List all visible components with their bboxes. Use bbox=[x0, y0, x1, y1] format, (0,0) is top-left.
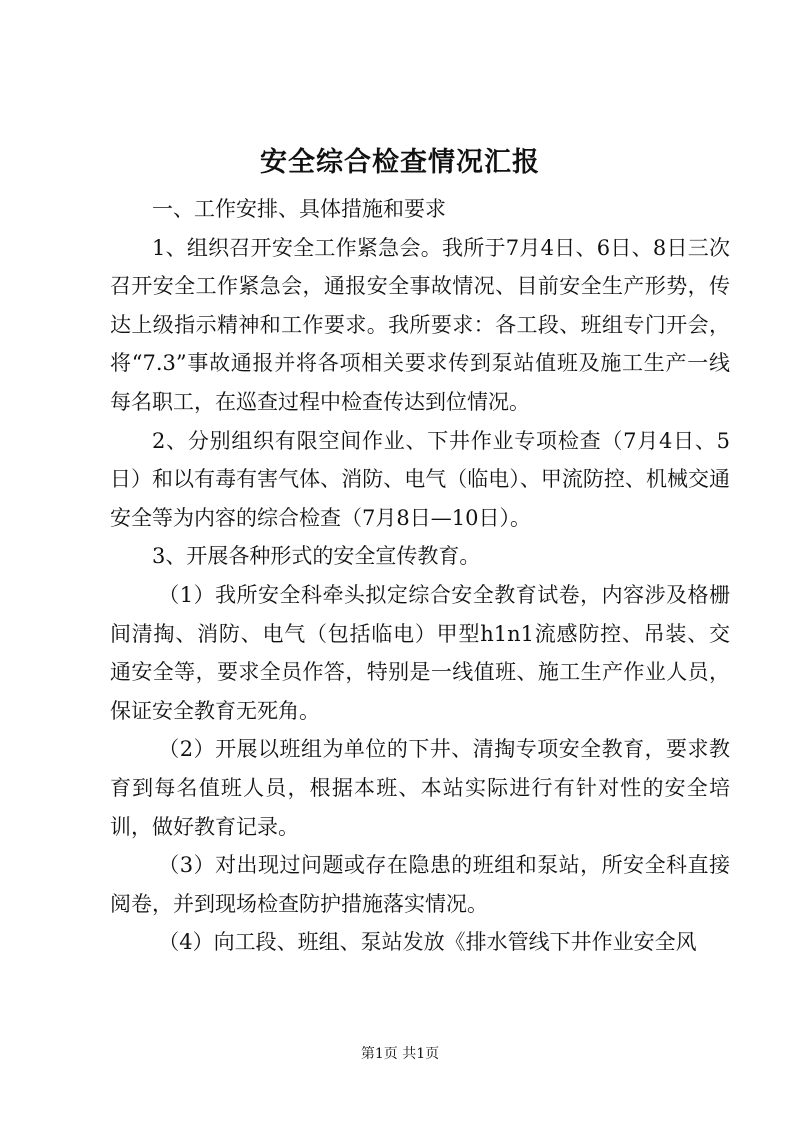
section-heading: 一、工作安排、具体措施和要求 bbox=[152, 197, 446, 221]
paragraph-subitem-4: （4）向工段、班组、泵站发放《排水管线下井作业安全风 bbox=[158, 930, 697, 955]
page-footer: 第1页 共1页 bbox=[360, 1046, 440, 1062]
paragraph-item-1: 1、组织召开安全工作紧急会。我所于7月4日、6日、8日三次召开安全工作紧急会，通报安全事故情况、目前安全生产形势，传达上级指示精神和工作要求。我所要求：各工段、班组专门开会，将“7.3”事故通报并将各项相关要求传到泵站值班及施工生产一线每名职工，在巡查过程中检查传达到位情况。 bbox=[110, 235, 730, 414]
document-body bbox=[110, 190, 730, 962]
document-title: 安全综合检查情况汇报 bbox=[260, 147, 540, 178]
paragraph-subitem-3: （3）对出现过问题或存在隐患的班组和泵站，所安全科直接阅卷，并到现场检查防护措施落实情况。 bbox=[110, 853, 730, 916]
paragraph-subitem-1: （1）我所安全科牵头拟定综合安全教育试卷，内容涉及格栅间清掏、消防、电气（包括临电）甲型h1n1流感防控、吊装、交通安全等，要求全员作答，特别是一线值班、施工生产作业人员，保证安全教育无死角。 bbox=[110, 582, 730, 723]
paragraph-subitem-2: （2）开展以班组为单位的下井、清掏专项安全教育，要求教育到每名值班人员，根据本班、本站实际进行有针对性的安全培训，做好教育记录。 bbox=[110, 737, 730, 839]
paragraph-item-2: 2、分别组织有限空间作业、下井作业专项检查（7月4日、5日）和以有毒有害气体、消防、电气（临电）、甲流防控、机械交通安全等为内容的综合检查（7月8日—10日）。 bbox=[110, 428, 730, 530]
paragraph-item-3: 3、开展各种形式的安全宣传教育。 bbox=[152, 544, 481, 569]
